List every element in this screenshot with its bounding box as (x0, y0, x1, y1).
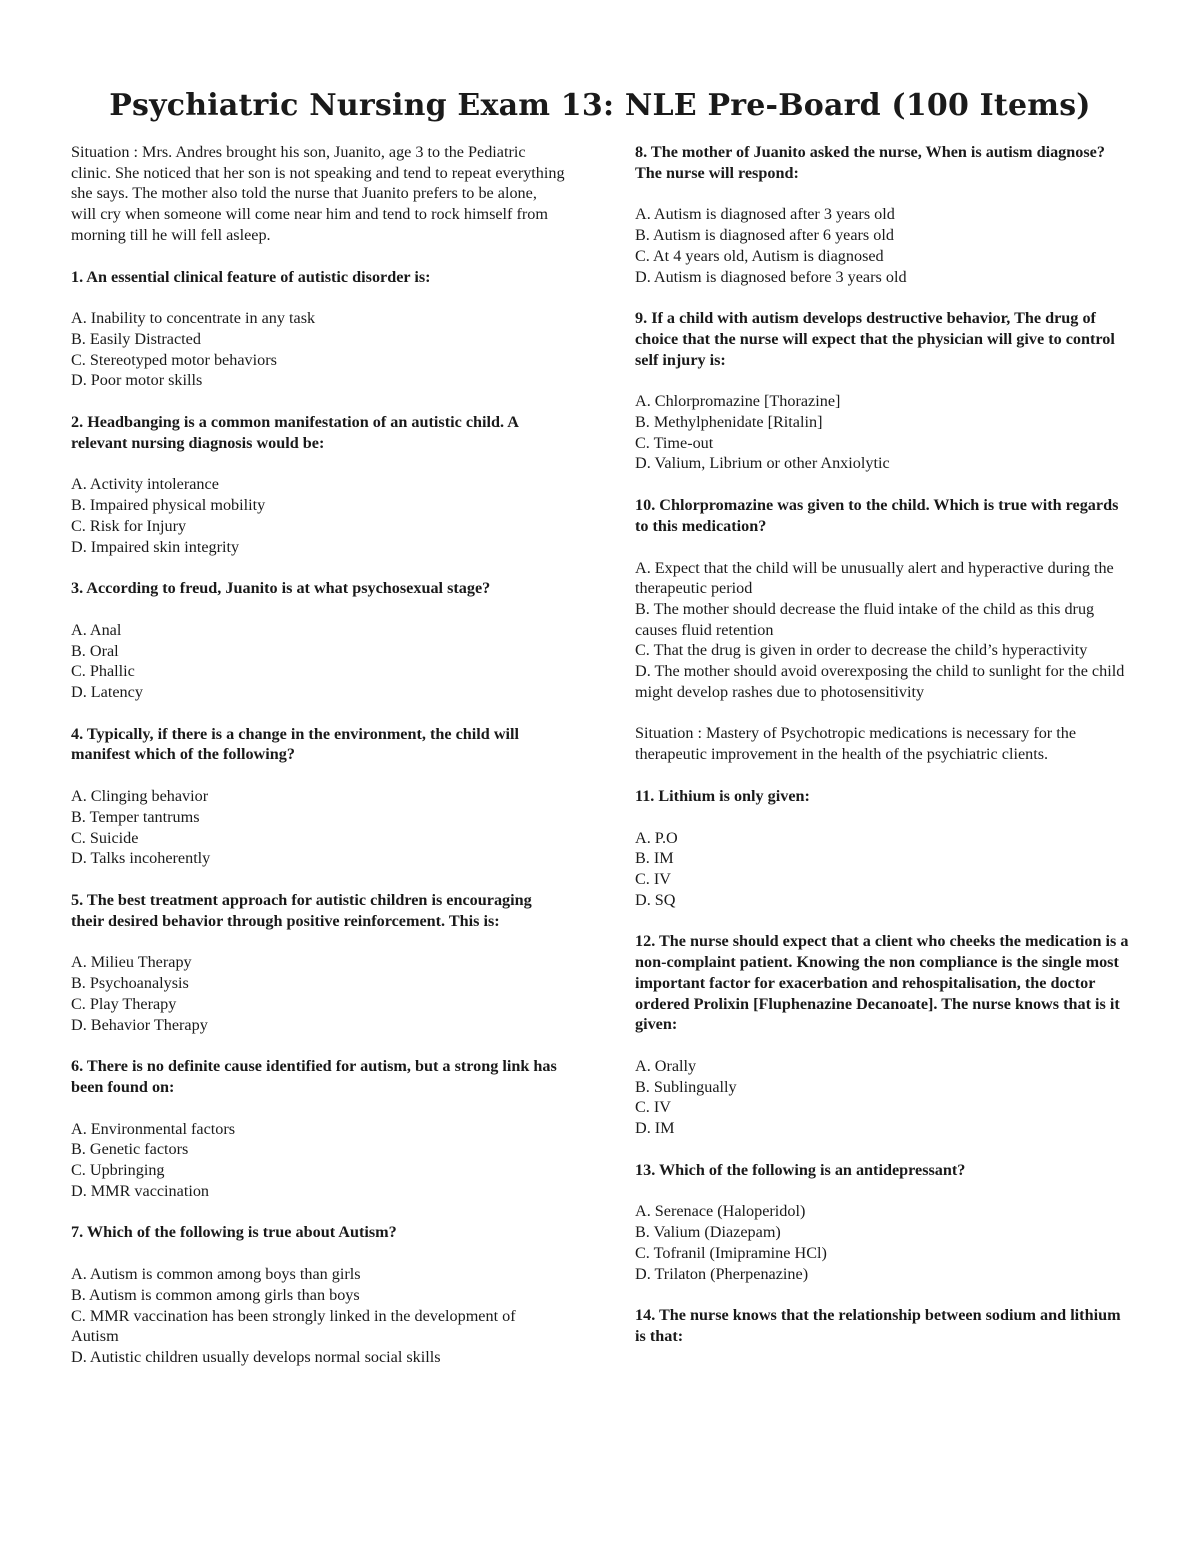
question-text: 2. Headbanging is a common manifestation of an autistic child. A relevant nursing diagnosis would be: (71, 413, 518, 452)
option-list (635, 1056, 1135, 1139)
option: C. IV (635, 869, 671, 888)
option: B. The mother should decrease the fluid intake of the child as this drug causes fluid retention (635, 599, 1095, 639)
option: B. IM (635, 849, 674, 868)
option: A. Serenace (Haloperidol) (635, 1202, 806, 1221)
question-block (635, 1160, 1135, 1285)
question-text: 9. If a child with autism develops destructive behavior, The drug of choice that the nurse will expect that the physician will give to control self injury is: (635, 309, 1115, 369)
option-list (635, 204, 1135, 287)
question-text: 11. Lithium is only given: (635, 786, 810, 805)
question-block (71, 1056, 566, 1201)
option: D. Valium, Librium or other Anxiolytic (635, 454, 890, 473)
option-list (635, 1201, 1135, 1284)
option: A. Activity intolerance (71, 475, 219, 494)
option: B. Autism is diagnosed after 6 years old (635, 226, 894, 245)
option-list (71, 1264, 566, 1368)
option: C. Time-out (635, 433, 714, 452)
question-block (635, 1305, 1135, 1346)
question-block (635, 786, 1135, 911)
option: A. Milieu Therapy (71, 953, 192, 972)
option: C. That the drug is given in order to decrease the child’s hyperactivity (635, 641, 1088, 660)
option: D. MMR vaccination (71, 1181, 210, 1200)
question-text: 14. The nurse knows that the relationship between sodium and lithium is that: (635, 1306, 1121, 1345)
option-list (635, 828, 1135, 911)
question-block (71, 724, 566, 869)
option: B. Impaired physical mobility (71, 496, 266, 515)
option: D. Autistic children usually develops normal social skills (71, 1347, 441, 1366)
question-text: 6. There is no definite cause identified for autism, but a strong link has been found on: (71, 1057, 557, 1096)
question-block (635, 495, 1135, 702)
option: C. At 4 years old, Autism is diagnosed (635, 246, 884, 265)
option: C. Stereotyped motor behaviors (71, 350, 277, 369)
left-column (71, 142, 566, 1389)
question-block (635, 308, 1135, 474)
option: A. Anal (71, 620, 122, 639)
option-list (635, 391, 1135, 474)
option: C. Suicide (71, 828, 139, 847)
option: B. Temper tantrums (71, 807, 200, 826)
option-list (71, 308, 566, 391)
option: B. Oral (71, 641, 119, 660)
question-block (635, 142, 1135, 287)
option: C. MMR vaccination has been strongly linked in the development of Autism (71, 1306, 516, 1346)
option: A. Orally (635, 1056, 697, 1075)
question-text: 13. Which of the following is an antidepressant? (635, 1160, 966, 1179)
option: B. Methylphenidate [Ritalin] (635, 413, 823, 432)
question-text: 5. The best treatment approach for autistic children is encouraging their desired behavior through positive reinforcement. This is: (71, 890, 532, 930)
question-text: 10. Chlorpromazine was given to the child. Which is true with regards to this medication? (635, 496, 1119, 535)
option: D. Autism is diagnosed before 3 years old (635, 267, 907, 286)
option-list (71, 952, 566, 1035)
option: B. Autism is common among girls than boys (71, 1285, 360, 1304)
option: D. The mother should avoid overexposing the child to sunlight for the child might develop rashes due to photosensitivity (635, 662, 1125, 701)
option: C. Tofranil (Imipramine HCl) (635, 1243, 827, 1262)
option: B. Valium (Diazepam) (635, 1223, 781, 1242)
option: C. Phallic (71, 662, 135, 681)
option: B. Sublingually (635, 1077, 737, 1096)
option: B. Psychoanalysis (71, 974, 189, 993)
question-text: 7. Which of the following is true about Autism? (71, 1223, 397, 1242)
question-text: 8. The mother of Juanito asked the nurse, When is autism diagnose? The nurse will respond: (635, 143, 1105, 182)
option: A. Expect that the child will be unusually alert and hyperactive during the therapeutic period (635, 558, 1114, 598)
situation-paragraph: Situation : Mastery of Psychotropic medications is necessary for the therapeutic improvement in the health of the psychiatric clients. (635, 724, 1077, 764)
option-list (71, 786, 566, 869)
option: C. Play Therapy (71, 994, 177, 1013)
question-text: 4. Typically, if there is a change in the environment, the child will manifest which of the following? (71, 724, 520, 764)
option: C. Risk for Injury (71, 516, 187, 535)
question-text: 3. According to freud, Juanito is at what psychosexual stage? (71, 579, 491, 598)
option: A. P.O (635, 828, 678, 847)
question-text: 1. An essential clinical feature of autistic disorder is: (71, 267, 431, 286)
option: D. Behavior Therapy (71, 1015, 208, 1034)
option: D. Latency (71, 683, 143, 702)
option-list (635, 558, 1135, 703)
option: A. Inability to concentrate in any task (71, 309, 316, 328)
question-block (71, 890, 566, 1035)
page-title: Psychiatric Nursing Exam 13: NLE Pre-Board (100 Items) (109, 88, 1091, 123)
option-list (71, 1119, 566, 1202)
option: B. Genetic factors (71, 1140, 189, 1159)
option: C. Upbringing (71, 1161, 165, 1180)
option: D. Trilaton (Pherpenazine) (635, 1264, 809, 1283)
option: D. IM (635, 1119, 675, 1138)
option: A. Autism is diagnosed after 3 years old (635, 205, 895, 224)
option: B. Easily Distracted (71, 329, 201, 348)
option: D. Poor motor skills (71, 371, 203, 390)
option: A. Environmental factors (71, 1119, 236, 1138)
option: D. Impaired skin integrity (71, 537, 240, 556)
question-block (71, 267, 566, 392)
option: D. Talks incoherently (71, 849, 211, 868)
option: C. IV (635, 1098, 671, 1117)
question-block (71, 1222, 566, 1367)
question-block (71, 412, 566, 557)
option-list (71, 474, 566, 557)
question-block (635, 931, 1135, 1138)
question-block (71, 578, 566, 703)
option: A. Chlorpromazine [Thorazine] (635, 392, 841, 411)
question-text: 12. The nurse should expect that a client who cheeks the medication is a non-complaint patient. Knowing the non compliance is the single most important factor for exacerbation and rehospitalisation, the doctor ordered Prolixin [Fluphenazine Decanoate]. The nurse knows that is it given: (635, 932, 1129, 1034)
option-list (71, 620, 566, 703)
option: A. Autism is common among boys than girls (71, 1265, 361, 1284)
situation-paragraph: Situation : Mrs. Andres brought his son, Juanito, age 3 to the Pediatric clinic. She noticed that her son is not speaking and tend to repeat everything she says. The mother also told the nurse that Juanito prefers to be alone, will cry when someone will come near him and tend to rock himself from morning till he will fell asleep. (71, 143, 565, 244)
option: A. Clinging behavior (71, 787, 209, 806)
option: D. SQ (635, 890, 676, 909)
right-column (635, 142, 1135, 1368)
